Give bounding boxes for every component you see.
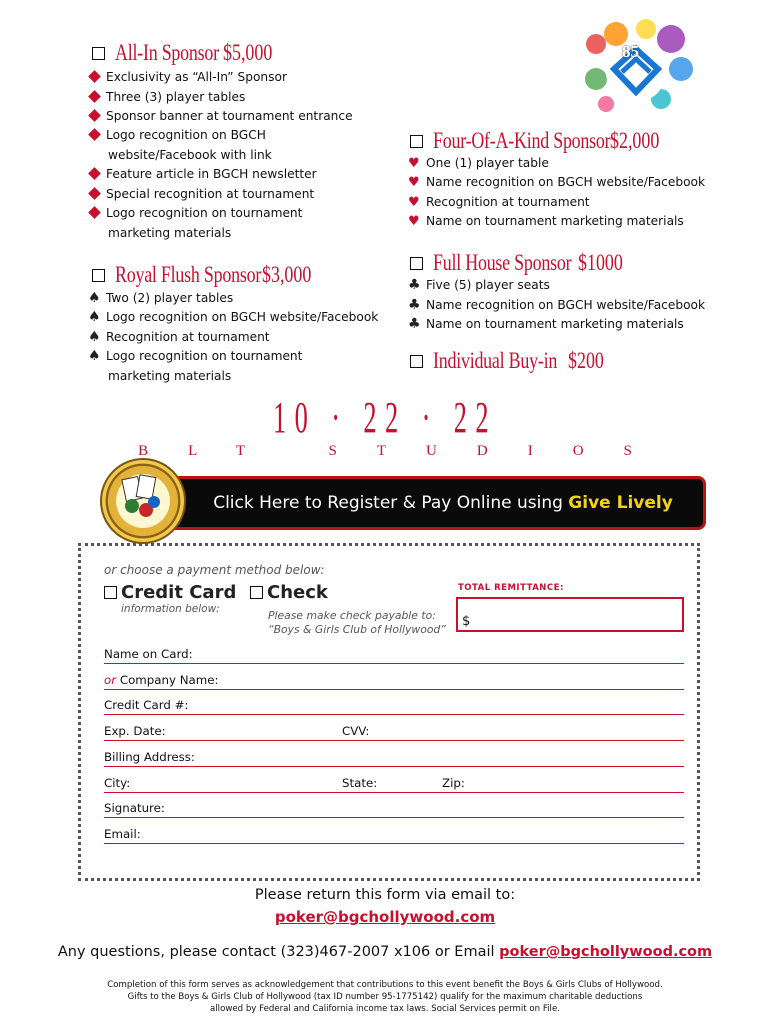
diamond-icon — [88, 128, 101, 141]
list-item: ♠ Two (2) player tables — [88, 290, 234, 306]
credit-card-number-field[interactable]: Credit Card #: — [104, 696, 684, 715]
all-in-price: $5,000 — [223, 40, 273, 65]
diamond-icon — [88, 70, 101, 83]
logo-badge-text: 85 — [622, 42, 639, 61]
list-item: ♠ Logo recognition on BGCH website/Facebook — [88, 309, 379, 325]
list-item-continued: marketing materials — [108, 369, 232, 383]
legal-line-1: Completion of this form serves as acknowledgement that contributions to this event benefit the Boys & Girls Clubs of Hollywood. — [107, 980, 663, 990]
payment-intro: or choose a payment method below: — [104, 563, 325, 577]
list-item: Logo recognition on tournament — [88, 204, 302, 224]
list-item: ♣ Name on tournament marketing materials — [408, 316, 684, 332]
four-of-a-kind-price: $2,000 — [610, 128, 660, 153]
email-field[interactable]: Email: — [104, 825, 684, 844]
check-note-2: “Boys & Girls Club of Hollywood” — [268, 623, 446, 636]
event-venue: BLT STUDIOS — [138, 443, 672, 459]
royal-flush-price: $3,000 — [262, 262, 312, 287]
diamond-icon — [88, 167, 101, 180]
billing-address-field[interactable]: Billing Address: — [104, 748, 684, 767]
tier-all-in[interactable] — [92, 40, 286, 66]
legal-line-3: allowed by Federal and California income tax laws. Social Services permit on File. — [210, 1004, 560, 1014]
check-option[interactable] — [250, 582, 328, 603]
diamond-icon — [88, 187, 101, 200]
remittance-field[interactable] — [456, 597, 684, 632]
check-label: Check — [267, 582, 328, 603]
credit-card-sub: information below: — [121, 603, 220, 615]
return-email-link[interactable]: poker@bgchollywood.com — [274, 908, 496, 926]
four-of-a-kind-name: Four-Of-A-Kind Sponsor — [433, 128, 611, 153]
diamond-icon — [88, 90, 101, 103]
return-instructions: Please return this form via email to: — [254, 887, 516, 903]
company-name-field[interactable]: or Company Name: — [104, 671, 684, 690]
remittance-label: TOTAL REMITTANCE: — [458, 583, 564, 593]
list-item: ♥ Name recognition on BGCH website/Facebook — [408, 175, 706, 190]
list-item: Exclusivity as “All-In” Sponsor — [88, 68, 287, 88]
credit-card-checkbox[interactable] — [104, 586, 117, 599]
event-date-wrap — [0, 392, 770, 443]
spade-icon: ♠ — [88, 348, 101, 364]
spade-icon: ♠ — [88, 290, 101, 306]
exp-cvv-field[interactable]: Exp. Date: CVV: — [104, 722, 684, 741]
individual-checkbox[interactable] — [410, 355, 423, 368]
name-on-card-field[interactable]: Name on Card: — [104, 645, 684, 664]
list-item: ♠ Recognition at tournament — [88, 329, 270, 345]
list-item: ♥ Name on tournament marketing materials — [408, 214, 684, 229]
club-icon: ♣ — [408, 316, 421, 332]
royal-flush-name: Royal Flush Sponsor — [115, 262, 262, 287]
legal-line-2: Gifts to the Boys & Girls Club of Hollywood (tax ID number 95-1775142) qualify for the maximum charitable deductions — [127, 992, 643, 1002]
list-item: Feature article in BGCH newsletter — [88, 165, 317, 185]
list-item: Sponsor banner at tournament entrance — [88, 107, 353, 127]
four-of-a-kind-checkbox[interactable] — [410, 135, 423, 148]
list-item: ♥ Recognition at tournament — [408, 195, 590, 210]
full-house-checkbox[interactable] — [410, 257, 423, 270]
credit-card-option[interactable] — [104, 582, 236, 603]
list-item: ♥ One (1) player table — [408, 156, 549, 171]
list-item: ♠ Logo recognition on tournament — [88, 348, 303, 364]
spade-icon: ♠ — [88, 309, 101, 325]
diamond-icon — [88, 109, 101, 122]
credit-card-label: Credit Card — [121, 582, 237, 603]
contact-line: Any questions, please contact (323)467-2007 x106 or Email poker@bgchollywood.com — [57, 944, 713, 960]
tier-four-of-a-kind[interactable] — [410, 128, 674, 154]
royal-flush-checkbox[interactable] — [92, 269, 105, 282]
register-label: Click Here to Register & Pay Online using Give Lively — [213, 493, 673, 513]
list-item: Logo recognition on BGCH — [88, 126, 266, 146]
diamond-icon — [88, 206, 101, 219]
spade-icon: ♠ — [88, 329, 101, 345]
give-lively-label: Give Lively — [568, 493, 673, 513]
register-online-button[interactable] — [110, 476, 706, 530]
questions-email-link[interactable]: poker@bgchollywood.com — [499, 944, 713, 960]
list-item: ♣ Five (5) player seats — [408, 277, 550, 293]
signature-field[interactable]: Signature: — [104, 799, 684, 818]
heart-icon: ♥ — [408, 214, 420, 229]
list-item: Three (3) player tables — [88, 88, 245, 108]
list-item-continued: marketing materials — [108, 226, 232, 240]
all-in-name: All-In Sponsor — [115, 40, 219, 65]
heart-icon: ♥ — [408, 156, 420, 171]
club-icon: ♣ — [408, 297, 421, 313]
poker-chip-icon — [100, 458, 186, 544]
tier-full-house[interactable] — [410, 250, 636, 276]
list-item: ♣ Name recognition on BGCH website/Facebook — [408, 297, 706, 313]
individual-name: Individual Buy-in — [433, 348, 558, 373]
check-checkbox[interactable] — [250, 586, 263, 599]
event-venue-wrap — [0, 440, 770, 460]
heart-icon: ♥ — [408, 175, 420, 190]
list-item: Special recognition at tournament — [88, 185, 314, 205]
check-note-1: Please make check payable to: — [268, 609, 436, 622]
heart-icon: ♥ — [408, 195, 420, 210]
club-icon: ♣ — [408, 277, 421, 293]
list-item-continued: website/Facebook with link — [108, 148, 272, 162]
club-logo — [576, 14, 696, 124]
individual-price: $200 — [568, 348, 604, 373]
tier-individual[interactable] — [410, 348, 614, 374]
full-house-price: $1000 — [578, 250, 624, 275]
remittance-value: $ — [462, 614, 471, 629]
return-email-wrap — [0, 907, 770, 926]
all-in-checkbox[interactable] — [92, 47, 105, 60]
tier-royal-flush[interactable] — [92, 262, 326, 288]
full-house-name: Full House Sponsor — [433, 250, 572, 275]
city-state-zip-field[interactable]: City: State: Zip: — [104, 774, 684, 793]
event-date: 10 · 22 · 22 — [273, 393, 497, 442]
